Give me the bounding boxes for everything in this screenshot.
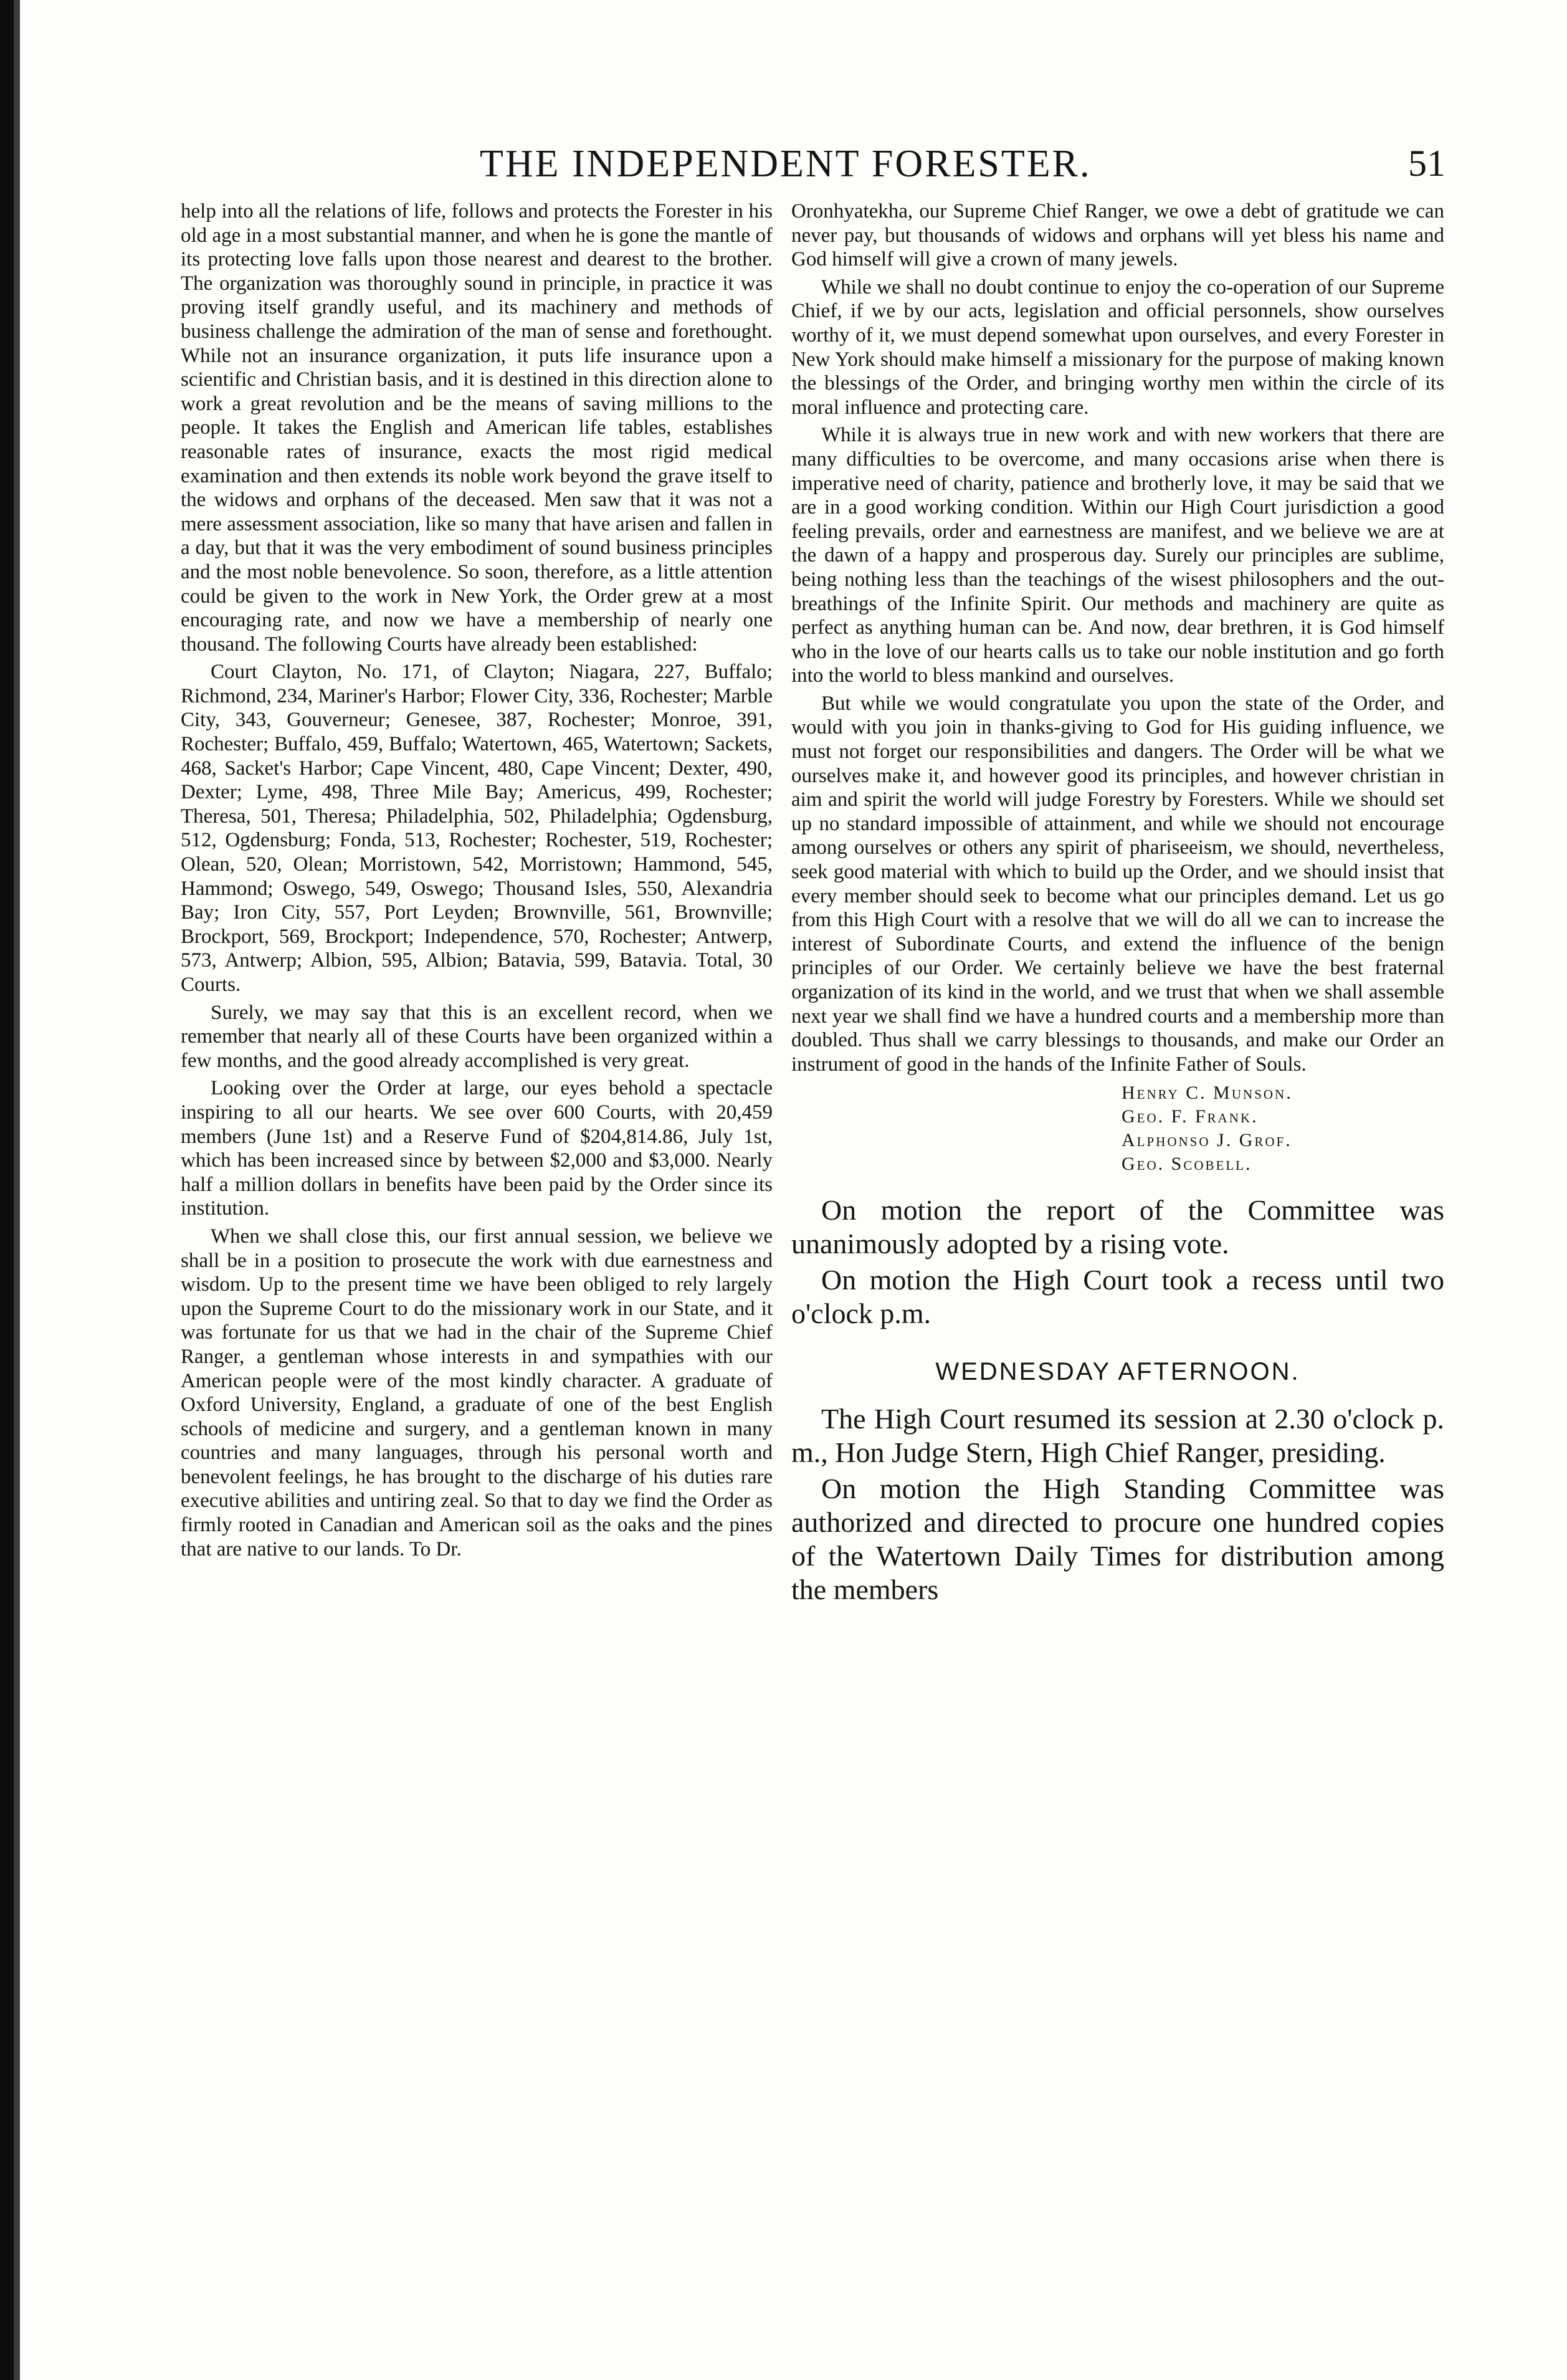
signature-line: Henry C. Munson. (1122, 1082, 1293, 1104)
paragraph: Looking over the Order at large, our eyes behold a spectacle inspiring to all our hearts. We see over 600 Courts, with 20,459 members (June 1st) and a Reserve Fund of $204,814.86, July 1st, which has been increased since by between $2,000 and $3,000. Nearly half a million dollars in benefits have been paid by the Order since its institution. (181, 1077, 773, 1220)
paragraph: When we shall close this, our first annual session, we believe we shall be in a position to prosecute the work with due earnestness and wisdom. Up to the present time we have been obliged to rely largely upon the Supreme Court to do the missionary work in our State, and it was fortunate for us that we had in the chair of the Supreme Chief Ranger, a gentleman whose interests in and sympathies with our American people were of the most kindly character. A graduate of Oxford University, England, a graduate of one of the best English schools of medicine and surgery, and a gentleman known in many countries and many languages, through his personal worth and benevolent feelings, he has brought to the discharge of his duties rare executive abilities and untiring zeal. So that to day we find the Order as firmly rooted in Canadian and American soil as the oaks and the pines that are native to our lands. To Dr. (181, 1225, 773, 1560)
courts-list-paragraph: Court Clayton, No. 171, of Clayton; Niagara, 227, Buffalo; Richmond, 234, Mariner's Harbor; Flower City, 336, Rochester; Marble City, 343, Gouverneur; Genesee, 387, Rochester; Monroe, 391, Rochester; Buffalo, 459, Buffalo; Watertown, 465, Watertown; Sackets, 468, Sacket's Harbor; Cape Vincent, 480, Cape Vincent; Dexter, 490, Dexter; Lyme, 498, Three Mile Bay; Americus, 499, Rochester; Theresa, 501, Theresa; Philadelphia, 502, Philadelphia; Ogdensburg, 512, Ogdensburg; Fonda, 513, Rochester; Rochester, 519, Rochester; Olean, 520, Olean; Morristown, 542, Morristown; Hammond, 545, Hammond; Oswego, 549, Oswego; Thousand Isles, 550, Alexandria Bay; Iron City, 557, Port Leyden; Brownville, 561, Brownville; Brockport, 569, Brockport; Independence, 570, Rochester; Antwerp, 573, Antwerp; Albion, 595, Albion; Batavia, 599, Batavia. Total, 30 Courts. (181, 661, 773, 996)
paragraph: help into all the relations of life, follows and protects the Forester in his old age in a most substantial manner, and when he is gone the mantle of its protecting love falls upon those nearest and dearest to the brother. The organization was thoroughly sound in principle, in practice it was proving itself grandly useful, and its machinery and methods of business challenge the admiration of the man of sense and forethought. While not an insurance organization, it puts life insurance upon a scientific and Christian basis, and it is destined in this direction alone to work a great revolution and be the means of saving millions to the people. It takes the English and American life tables, establishes reasonable rates of insurance, exacts the most rigid medical examination and then extends its noble work beyond the grave itself to the widows and orphans of the deceased. Men saw that it was not a mere assessment association, like so many that have arisen and fallen in a day, but that it was the very embodiment of sound business principles and the most noble benevolence. So soon, therefore, as a little attention could be given to the work in New York, the Order grew at a most encouraging rate, and now we have a membership of nearly one thousand. The following Courts have already been established: (181, 200, 773, 656)
paragraph: While it is always true in new work and with new workers that there are many difficulties to be overcome, and many occasions arise when there is imperative need of charity, patience and brotherly love, it may be said that we are in a good working condition. Within our High Court jurisdiction a good feeling prevails, order and earnestness are manifest, and we believe we are at the dawn of a happy and prosperous day. Surely our principles are sublime, being nothing less than the teachings of the wisest philosophers and the out-breathings of the Infinite Spirit. Our methods and machinery are quite as perfect as anything human can be. And now, dear brethren, it is God himself who in the love of our hearts calls us to take our noble institution and go forth into the world to bless mankind and ourselves. (791, 424, 1444, 687)
afternoon-paragraph: The High Court resumed its session at 2.30 o'clock p. m., Hon Judge Stern, High Chief Ranger, presiding. (791, 1403, 1444, 1469)
right-column (791, 199, 1444, 1609)
motion-paragraph: On motion the High Court took a recess until two o'clock p.m. (791, 1264, 1444, 1330)
paragraph: Surely, we may say that this is an excellent record, when we remember that nearly all of these Courts have been organized within a few months, and the good already accomplished is very great. (181, 1001, 773, 1072)
section-heading: WEDNESDAY AFTERNOON. (935, 1358, 1300, 1386)
left-column (181, 199, 773, 1565)
afternoon-paragraph: On motion the High Standing Committee was authorized and directed to procure one hundred copies of the Watertown Daily Times for distribution among the members (791, 1473, 1444, 1606)
signature-line: Alphonso J. Grof. (1122, 1130, 1292, 1151)
paragraph: Oronhyatekha, our Supreme Chief Ranger, we owe a debt of gratitude we can never pay, but thousands of widows and orphans will yet bless his name and God himself will give a crown of many jewels. (791, 200, 1444, 271)
signature-line: Geo. Scobell. (1122, 1154, 1252, 1175)
binding-edge (0, 0, 14, 2380)
binding-shadow (14, 0, 20, 2380)
paragraph: But while we would congratulate you upon the state of the Order, and would with you join in thanks-giving to God for His guiding influence, we must not forget our responsibilities and dangers. The Order will be what we ourselves make it, and however good its principles, and however christian in aim and spirit the world will judge Forestry by Foresters. While we should set up no standard impossible of attainment, and while we should not encourage among ourselves or others any spirit of phariseeism, we should, nevertheless, seek good material with which to build up the Order, and we should insist that every member should seek to become what our principles demand. Let us go from this High Court with a resolve that we will do all we can to increase the interest of Subordinate Courts, and extend the influence of the benign principles of our Order. We certainly believe we have the best fraternal organization of its kind in the world, and we trust that when we shall assemble next year we shall find we have a hundred courts and a membership more than doubled. Thus shall we carry blessings to thousands, and make our Order an instrument of good in the hands of the Infinite Father of Souls. (791, 692, 1444, 1076)
running-title: THE INDEPENDENT FORESTER. (480, 143, 1092, 185)
motion-paragraph: On motion the report of the Committee was unanimously adopted by a rising vote. (791, 1194, 1444, 1260)
page-number: 51 (1408, 143, 1446, 184)
signature-line: Geo. F. Frank. (1122, 1106, 1259, 1127)
paragraph: While we shall no doubt continue to enjoy the co-operation of our Supreme Chief, if we by our acts, legislation and official personnels, show ourselves worthy of it, we must depend somewhat upon ourselves, and every Forester in New York should make himself a missionary for the purpose of making known the blessings of the Order, and bringing worthy men within the circle of its moral influence and protecting care. (791, 275, 1444, 419)
committee-signatures (1122, 1081, 1444, 1176)
page-header (181, 142, 1446, 198)
